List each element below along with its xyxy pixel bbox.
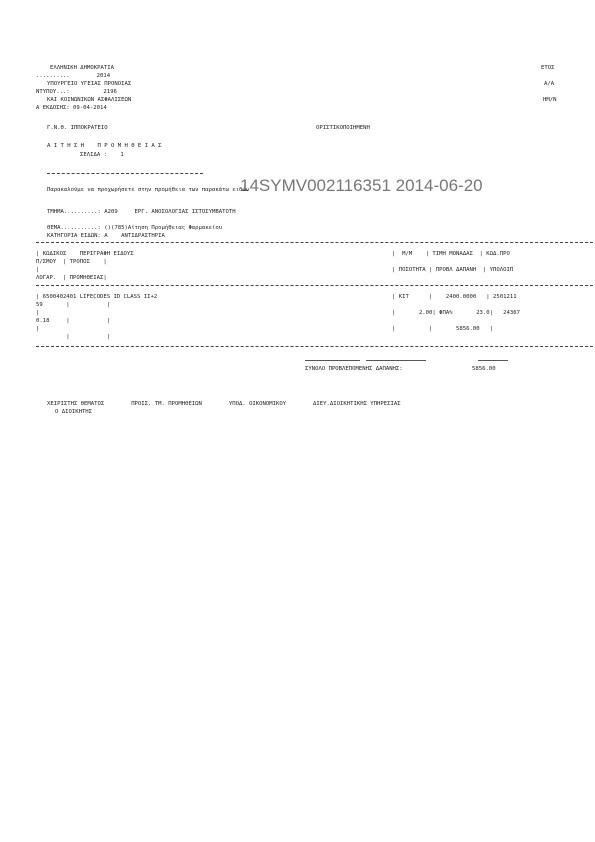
form-number-line: ΝΤΥΠΟΥ...: 2196 <box>36 89 117 95</box>
title-divider <box>47 173 203 174</box>
total-underline-2 <box>366 360 426 361</box>
table-header-line2: Π/ΣΜΟΥ | ΤΡΟΠΟΣ | <box>36 259 107 265</box>
year-label: ΕΤΟΣ <box>541 65 555 71</box>
department-line: ΤΜΗΜΑ..........: Α209 ΕΡΓ. ΑΝΟΣΟΛΟΓΙΑΣ ΙΣΤΟΣΥΜΒΑΤΟΤΗ <box>47 209 236 215</box>
signature-roles: ΧΕΙΡΙΣΤΗΣ ΘΕΜΑΤΟΣ ΠΡΟΙΣ. ΤΜ. ΠΡΟΜΗΘΕΙΩΝ ΥΠΟΔ. ΟΙΚΟΝΟΜΙΚΟΥ ΔΙΕΥ.ΔΙΟΙΚΗΤΙΚΗΣ ΥΠΗΡΕΣΙΑΣ <box>47 401 401 407</box>
table-bottom-border <box>36 346 593 347</box>
table-header-code-desc: | ΚΩΔΙΚΟΣ ΠΕΡΙΓΡΑΦΗ ΕΙΔΟΥΣ <box>36 251 134 257</box>
request-text: Παρακαλούμε να προχωρήσετε στην προμήθεια των παρακάτω ειδών <box>47 187 250 193</box>
table-row-line6: | | <box>36 334 111 340</box>
table-header-units-price: | Μ/Μ | ΤΙΜΗ ΜΟΝΑΔΑΣ | ΚΩΔ.ΠΡΟ <box>392 251 510 257</box>
table-row-pipe-2: | <box>36 326 40 332</box>
ministry-label: ΥΠΟΥΡΓΕΙΟ ΥΓΕΙΑΣ ΠΡΟΝΟΙΑΣ <box>47 81 132 87</box>
table-row-unit-price: | KIT | 2400.0000 | 2501211 <box>392 294 517 300</box>
document-title: Α Ι Τ Η Σ Η Π Ρ Ο Μ Η Θ Ε Ι Α Σ <box>47 143 162 149</box>
total-underline-1 <box>305 360 360 361</box>
total-label: ΣΥΝΟΛΟ ΠΡΟΒΛΕΠΟΜΕΝΗΣ ΔΑΠΑΝΗΣ: <box>305 366 403 372</box>
table-row-line2: 59 | | <box>36 302 111 308</box>
table-row-line4: 0.18 | | <box>36 318 111 324</box>
table-header-line4: ΛΟΓΑΡ. | ΠΡΟΜΗΘΕΙΑΣ| <box>36 275 107 281</box>
signature-director: Ο ΔΙΟΙΚΗΤΗΣ <box>55 409 93 415</box>
table-header-divider <box>36 285 593 286</box>
table-row-item: | 6500402401 LIFECODES ID CLASS II+2 <box>36 294 158 300</box>
subject-line: ΘΕΜΑ...........: ()(785)Αίτηση Προμήθειας Φαρμακείου <box>47 225 223 231</box>
table-top-border <box>36 242 593 243</box>
country-label: ΕΛΛΗΝΙΚΗ ΔΗΜΟΚΡΑΤΙΑ <box>50 65 114 71</box>
status-text: ΟΡΙΣΤΙΚΟΠΟΙΗΜΕΝΗ <box>316 125 370 131</box>
category-line: ΚΑΤΗΓΟΡΙΑ ΕΙΔΩΝ: Α ΑΝΤΙΔΡΑΣΤΗΡΙΑ <box>47 233 165 239</box>
page-number: ΣΕΛΙΔΑ : 1 <box>80 152 124 158</box>
hospital-name: Γ.Ν.Θ. ΙΠΠΟΚΡΑΤΕΙΟ <box>47 125 108 131</box>
table-row-qty-vat: | 2.00| ΦΠΑ% 23.0| 24367 <box>392 310 520 316</box>
ministry-label-2: ΚΑΙ ΚΟΙΝΩΝΙΚΩΝ ΑΣΦΑΛΙΣΕΩΝ <box>47 97 132 103</box>
total-underline-3 <box>478 360 508 361</box>
total-value: 5856.00 <box>472 366 496 372</box>
table-row-cost: | | 5856.00 | <box>392 326 494 332</box>
year-value-line: .......... 2014 <box>36 73 111 79</box>
date-label: ΗΜ/Ν <box>543 97 557 103</box>
watermark-stamp: 14SYMV002116351 2014-06-20 <box>240 176 483 195</box>
table-header-pipe: | <box>36 267 40 273</box>
table-row-pipe: | <box>36 310 40 316</box>
serial-label: Α/Α <box>544 81 555 87</box>
issue-date-line: Α ΕΚΔΟΣΗΣ: 09-04-2014 <box>36 105 107 111</box>
table-header-qty-cost: | ΠΟΣΟΤΗΤΑ | ΠΡΟΒΛ ΔΑΠΑΝΗ | ΥΠΟΛΟΙΠ <box>392 267 514 273</box>
